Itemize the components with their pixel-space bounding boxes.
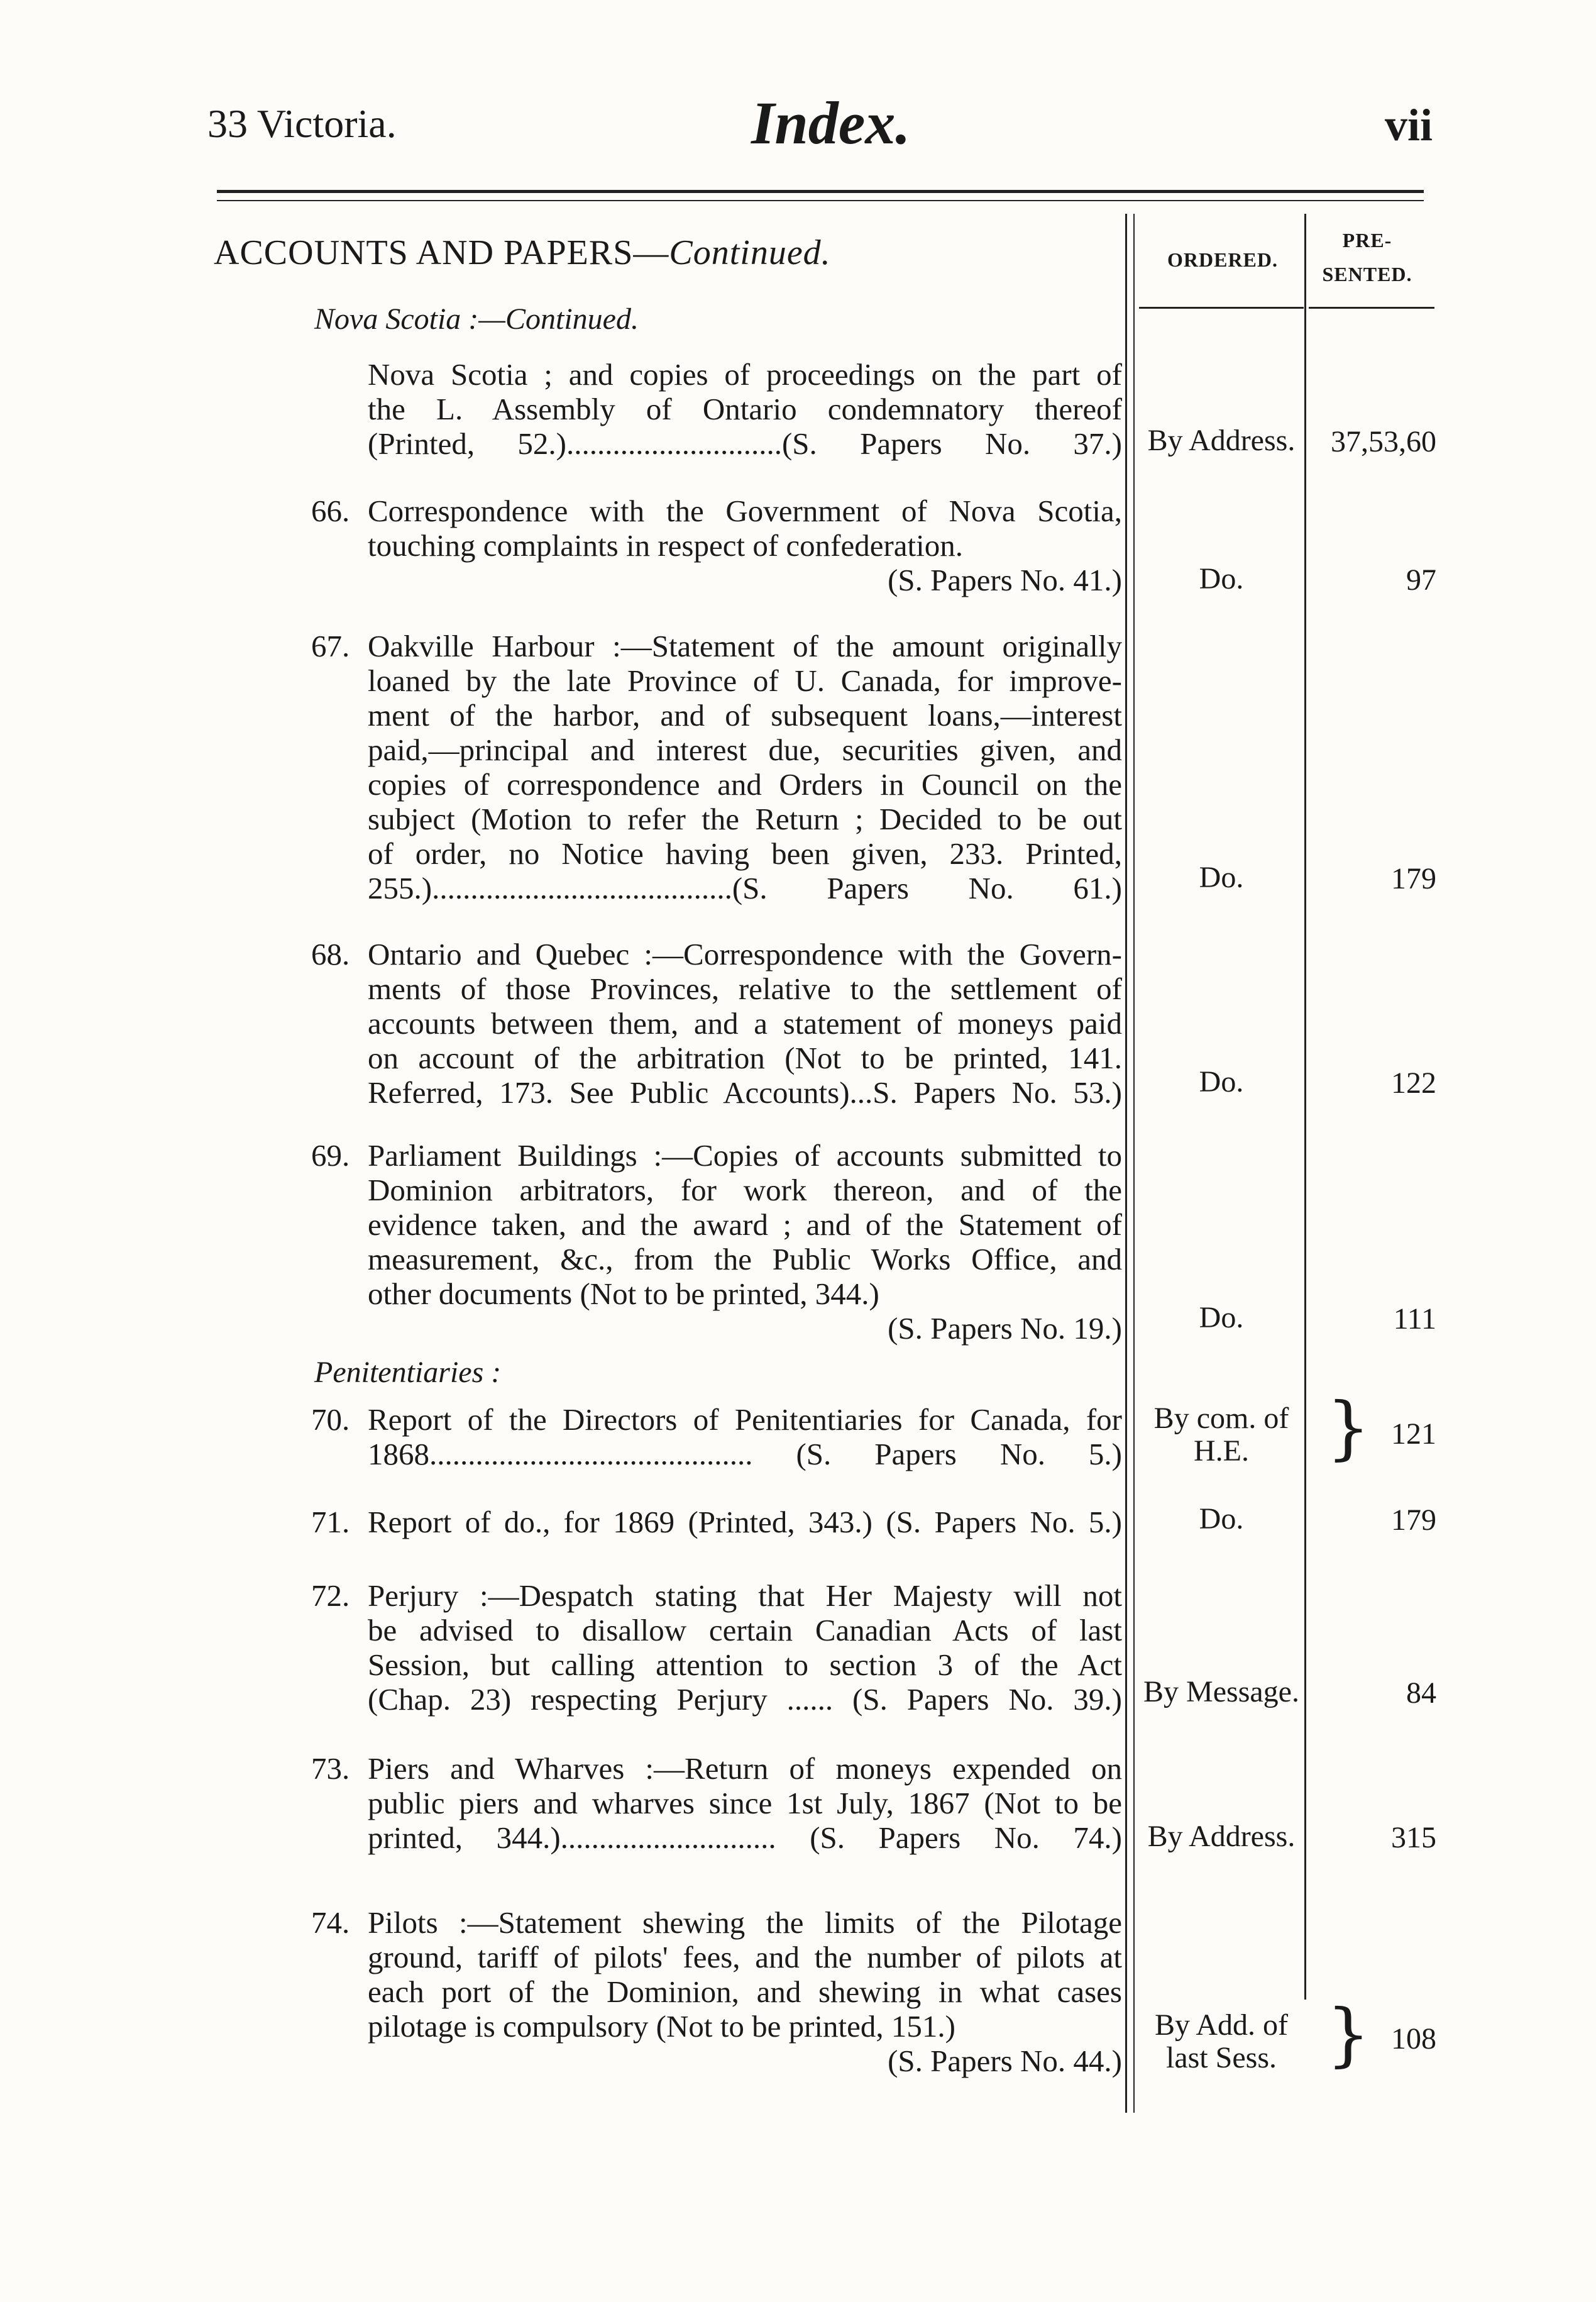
ordered-cell: Do.: [1199, 861, 1244, 894]
entry-line: (S. Papers No. 41.): [888, 563, 1122, 597]
entry-line: 73. Piers and Wharves :—Return of moneys expended on: [311, 1751, 1122, 1786]
presented-cell: 111: [1393, 1302, 1436, 1336]
entry-line: 69. Parliament Buildings :—Copies of accounts submitted to: [311, 1138, 1122, 1173]
header-rule-thin: [217, 200, 1424, 201]
entry-line: of order, no Notice having been given, 233. Printed,: [368, 836, 1122, 871]
entry-line: 74. Pilots :—Statement shewing the limits of the Pilotage: [311, 1905, 1122, 1940]
index-entry: [311, 1138, 1122, 1346]
index-entry: [311, 1751, 1122, 1855]
column-header-presented: [1311, 223, 1424, 291]
ordered-cell: Do.: [1199, 1502, 1244, 1536]
entry-line: each port of the Dominion, and shewing in what cases: [368, 1974, 1122, 2009]
presented-cell: 37,53,60: [1331, 425, 1436, 458]
entry-line: (S. Papers No. 19.): [888, 1311, 1122, 1346]
entry-line: 67. Oakville Harbour :—Statement of the amount originally: [311, 629, 1122, 663]
ordered-cell: By Address.: [1147, 1820, 1296, 1853]
subhead-penitentiaries: Penitentiaries :: [314, 1356, 502, 1389]
index-entry: [311, 494, 1122, 597]
presented-cell: 179: [1391, 1503, 1436, 1537]
section-title-main: ACCOUNTS AND PAPERS—: [214, 233, 669, 272]
presented-cell: 179: [1391, 862, 1436, 895]
page-number: vii: [1384, 100, 1433, 150]
right-brace-icon: }: [1326, 1387, 1370, 1468]
ordered-cell: Do.: [1199, 562, 1244, 595]
index-entry: [311, 1402, 1122, 1471]
entry-line: printed, 344.)............................ (S. Papers No. 74.): [368, 1820, 1122, 1855]
entry-line: 70. Report of the Directors of Penitentiaries for Canada, for: [311, 1402, 1122, 1437]
entry-number: 66.: [311, 494, 350, 528]
entry-line: other documents (Not to be printed, 344.): [368, 1276, 879, 1311]
entry-line: Dominion arbitrators, for work thereon, and of the: [368, 1173, 1122, 1207]
entry-line: ground, tariff of pilots' fees, and the number of pilots at: [368, 1940, 1122, 1974]
entry-line: be advised to disallow certain Canadian Acts of last: [368, 1613, 1122, 1647]
ordered-cell: Do.: [1199, 1065, 1244, 1098]
ordered-cell-line2: last Sess.: [1165, 2041, 1277, 2074]
entry-line: 71. Report of do., for 1869 (Printed, 343.) (S. Papers No. 5.): [311, 1505, 1122, 1539]
column-header-presented-line2: SENTED.: [1322, 263, 1412, 285]
entry-number: 70.: [311, 1402, 350, 1437]
running-head-left: 33 Victoria.: [207, 101, 397, 146]
presented-cell: 108: [1391, 2022, 1436, 2056]
ordered-cell: [1139, 2009, 1304, 2074]
entry-line: paid,—principal and interest due, securities given, and: [368, 733, 1122, 767]
entry-line: accounts between them, and a statement of moneys paid: [368, 1006, 1122, 1041]
ordered-cell-line1: By com. of: [1153, 1402, 1289, 1435]
entry-number: 69.: [311, 1138, 350, 1173]
ordered-cell: [1139, 1402, 1304, 1468]
index-entry: [311, 1578, 1122, 1717]
entry-line: on account of the arbitration (Not to be printed, 141.: [368, 1041, 1122, 1075]
entry-line: 68. Ontario and Quebec :—Correspondence with the Govern-: [311, 937, 1122, 971]
entry-line: 255.).......................................(S. Papers No. 61.): [368, 871, 1122, 905]
index-entry: [311, 629, 1122, 905]
presented-cell: 121: [1391, 1417, 1436, 1451]
entry-line: ments of those Provinces, relative to the settlement of: [368, 971, 1122, 1006]
entry-line: Nova Scotia ; and copies of proceedings on the part of: [368, 357, 1122, 392]
entry-line: 1868.......................................... (S. Papers No. 5.): [368, 1437, 1122, 1471]
entry-line: ment of the harbor, and of subsequent loans,—interest: [368, 698, 1122, 733]
entry-line: (S. Papers No. 44.): [888, 2044, 1122, 2078]
entry-line: Session, but calling attention to section 3 of the Act: [368, 1647, 1122, 1682]
ordered-cell: Do.: [1199, 1301, 1244, 1334]
header-rule-thick: [217, 190, 1424, 193]
entry-line: evidence taken, and the award ; and of the Statement of: [368, 1207, 1122, 1242]
presented-cell: 84: [1406, 1676, 1436, 1710]
entry-line: public piers and wharves since 1st July, 1867 (Not to be: [368, 1786, 1122, 1820]
column-divider: [1125, 214, 1127, 2113]
entry-line: copies of correspondence and Orders in Council on the: [368, 767, 1122, 802]
entry-line: (Chap. 23) respecting Perjury ...... (S. Papers No. 39.): [368, 1682, 1122, 1717]
entry-line: measurement, &c., from the Public Works Office, and: [368, 1242, 1122, 1276]
subhead-nova-scotia: Nova Scotia :—Continued.: [314, 302, 639, 336]
ordered-cell-line2: H.E.: [1194, 1434, 1249, 1468]
column-header-ordered: ORDERED.: [1167, 248, 1278, 271]
entry-line: loaned by the late Province of U. Canada, for improve-: [368, 663, 1122, 698]
entry-line: touching complaints in respect of confederation.: [368, 528, 964, 563]
column-header-presented-line1: PRE-: [1342, 229, 1392, 252]
section-title: [214, 233, 831, 273]
entry-line: Referred, 173. See Public Accounts)...S. Papers No. 53.): [368, 1075, 1122, 1110]
right-brace-icon: }: [1326, 1994, 1370, 2074]
entry-line: 66. Correspondence with the Government of Nova Scotia,: [311, 494, 1122, 528]
entry-number: 67.: [311, 629, 350, 663]
ordered-cell: By Message.: [1143, 1675, 1299, 1708]
entry-number: 68.: [311, 937, 350, 971]
presented-cell: 315: [1391, 1821, 1436, 1854]
running-head-title: Index.: [751, 89, 911, 157]
entry-number: 74.: [311, 1905, 350, 1940]
presented-cell: 97: [1406, 563, 1436, 597]
entry-line: (Printed, 52.)............................(S. Papers No. 37.): [368, 426, 1122, 461]
ordered-cell-line1: By Add. of: [1154, 2008, 1288, 2042]
index-entry: [311, 1905, 1122, 2078]
index-entry: [368, 357, 1122, 461]
column-header-rule: [1309, 307, 1434, 309]
entry-line: 72. Perjury :—Despatch stating that Her Majesty will not: [311, 1578, 1122, 1613]
entry-number: 72.: [311, 1578, 350, 1613]
column-divider: [1304, 214, 1306, 2000]
column-divider: [1133, 214, 1135, 2113]
section-title-continued: Continued.: [669, 233, 831, 272]
entry-number: 73.: [311, 1751, 350, 1786]
entry-line: pilotage is compulsory (Not to be printed, 151.): [368, 2009, 955, 2044]
presented-cell: 122: [1391, 1066, 1436, 1100]
column-header-rule: [1139, 307, 1304, 309]
entry-line: the L. Assembly of Ontario condemnatory thereof: [368, 392, 1122, 426]
ordered-cell: By Address.: [1147, 424, 1296, 457]
index-entry: [311, 937, 1122, 1110]
index-entry: [311, 1505, 1122, 1539]
entry-number: 71.: [311, 1505, 350, 1539]
entry-line: subject (Motion to refer the Return ; Decided to be out: [368, 802, 1122, 836]
